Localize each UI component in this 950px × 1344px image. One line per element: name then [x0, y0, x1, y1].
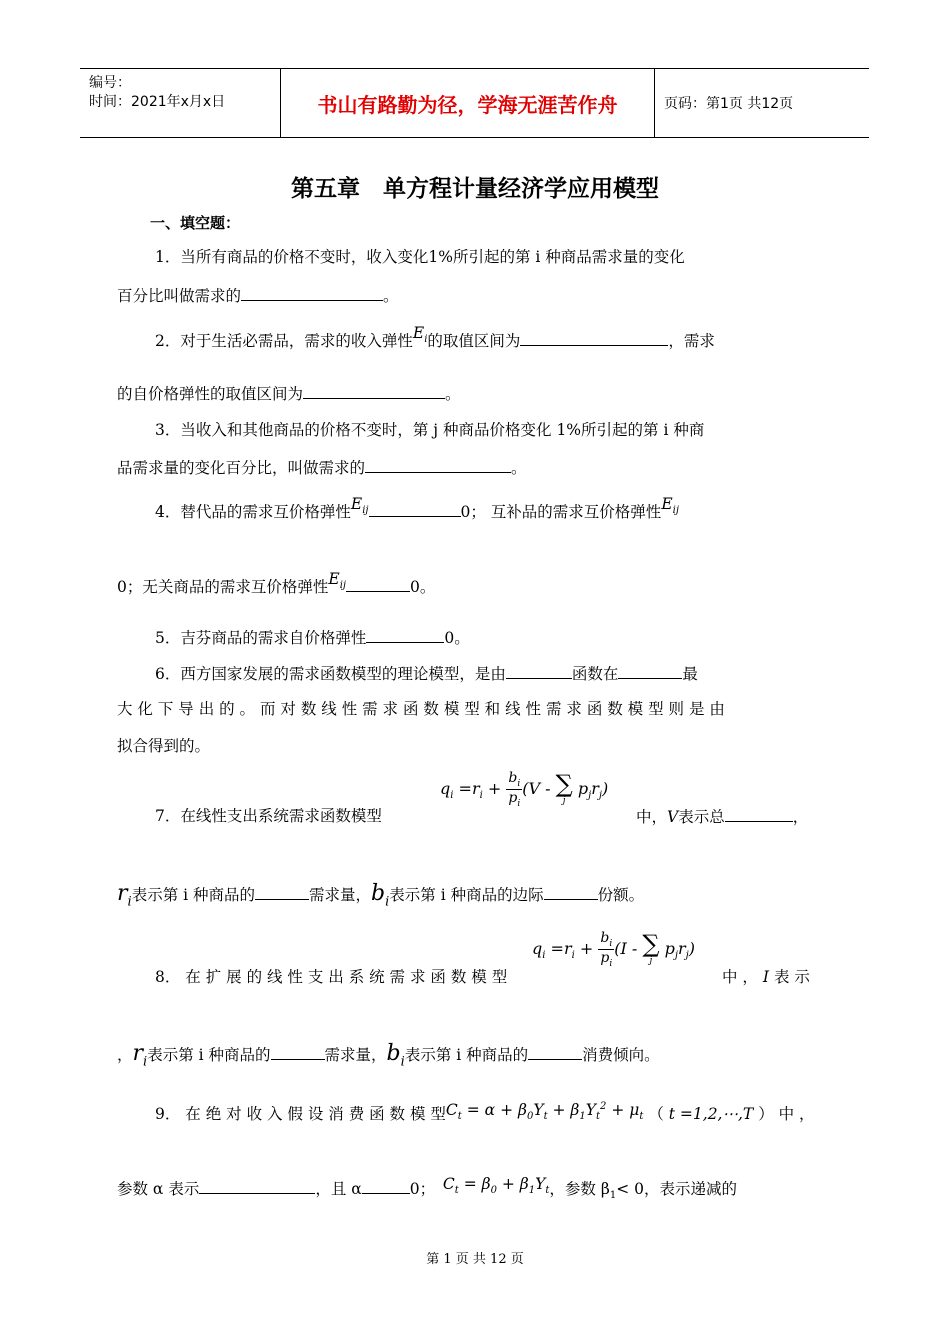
- i-symbol: I: [762, 968, 769, 986]
- q1-text: 百分比叫做需求的: [117, 287, 242, 305]
- q6-blank-1: [506, 663, 572, 679]
- bi-symbol-2: $b_i$: [386, 1041, 405, 1070]
- consumption-formula: $C_t = \alpha + \beta_0Y_t + \beta_1Y_t^2 + \mu_t$: [445, 1101, 644, 1123]
- q1-blank: [241, 285, 383, 301]
- q6-blank-2: [618, 663, 682, 679]
- code-label: 编号：: [89, 75, 131, 91]
- q3-text: 品需求量的变化百分比，叫做需求的: [117, 459, 366, 477]
- ri-symbol-2: $r_i$: [132, 1041, 148, 1070]
- section-heading: 一、填空题：: [150, 214, 241, 232]
- q6-line3: 拟合得到的。: [117, 737, 211, 755]
- q9-text-f: 0；: [409, 1180, 428, 1198]
- q6-text-a: 6．西方国家发展的需求函数模型的理论模型，是由: [155, 665, 506, 683]
- q7-text-c: 表示总: [678, 808, 725, 826]
- q9-text-h: < 0，表示递减的: [616, 1180, 737, 1198]
- t-range: t =1,2,⋯,T: [668, 1105, 754, 1124]
- q2-text-a: 2．对于生活必需品，需求的收入弹性: [155, 332, 413, 350]
- q9-text-c: ） 中 ，: [758, 1105, 815, 1124]
- q9-text-g: ，参数 β: [549, 1180, 610, 1198]
- q9-text-d: 参数 α 表示: [117, 1180, 200, 1198]
- q2-end: 。: [445, 385, 461, 403]
- time-label: 时间：2021年x月x日: [89, 94, 226, 110]
- q4-text-a: 4．替代品的需求互价格弹性: [155, 503, 351, 521]
- beta-subscript: 1: [609, 1190, 617, 1202]
- q8-text-d: ，: [117, 1046, 133, 1064]
- page-footer: 第 1 页 共 12 页: [426, 1252, 524, 1267]
- q2-text-d: 的自价格弹性的取值区间为: [117, 385, 304, 403]
- q4-blank-3: [346, 576, 410, 592]
- q9-blank-1: [199, 1178, 315, 1194]
- elf-formula: $q_i =r_i$ + $\frac{b_i}{p_i}$ (I - ∑ j $p_jr_j$): [532, 930, 695, 969]
- cross-elasticity-symbol-2: $E_{ij}$: [661, 495, 679, 517]
- q7-text-h: 份额。: [597, 886, 645, 904]
- q8-blank-1: [271, 1044, 325, 1060]
- q4-line2: [117, 570, 436, 604]
- q4-blank-1: [369, 501, 461, 517]
- q5-end: 0。: [444, 629, 470, 647]
- page-info: 页码：第1页 共12页: [664, 96, 794, 112]
- bi-symbol: $b_i$: [371, 881, 390, 910]
- q7-blank-3: [544, 884, 598, 900]
- q8-line1-tail: [722, 967, 810, 987]
- linear-consumption-formula: $C_t = \beta_0 + \beta_1Y_t$: [442, 1175, 550, 1197]
- q4-text-c: 0；无关商品的需求互价格弹性: [117, 578, 329, 596]
- q8-line2: [117, 1041, 660, 1072]
- q3-line2: [117, 457, 527, 478]
- q2-text-b: 的取值区间为: [427, 332, 521, 350]
- header-meta: [80, 69, 280, 137]
- q3-end: 。: [511, 459, 527, 477]
- elasticity-symbol: $E_i$: [412, 324, 428, 346]
- q9-text-b: （: [648, 1105, 664, 1124]
- q1-line1: 1．当所有商品的价格不变时，收入变化1%所引起的第 i 种商品需求量的变化: [155, 248, 685, 266]
- q1-line2: [117, 285, 399, 306]
- q3-blank: [365, 457, 511, 473]
- q6-line1: [155, 663, 698, 684]
- les-formula: $q_i =r_i$ + $\frac{b_i}{p_i}$ (V - ∑ j $p_jr_j$): [440, 770, 609, 809]
- q6-text-b: 函数在: [571, 665, 619, 683]
- q4-end: 0。: [410, 578, 436, 596]
- q4-text-b: 0； 互补品的需求互价格弹性: [460, 503, 662, 521]
- q2-line2: [117, 383, 461, 404]
- cross-elasticity-symbol-1: $E_{ij}$: [350, 495, 369, 517]
- q7-text-a: 7．在线性支出系统需求函数模型: [155, 807, 382, 825]
- q8-text-h: 消费倾向。: [582, 1046, 660, 1064]
- q3-line1: 3．当收入和其他商品的价格不变时，第 j 种商品价格变化 1%所引起的第 i 种商: [155, 421, 705, 439]
- q4-line1: [155, 495, 679, 529]
- q2-blank-1: [520, 330, 668, 346]
- q7-text-e: 表示第 i 种商品的: [131, 886, 256, 904]
- q8-text-f: 需求量，: [324, 1046, 387, 1064]
- q5-blank: [366, 627, 444, 643]
- q7-text-f: 需求量，: [309, 886, 372, 904]
- sum-sign: ∑ j: [555, 770, 573, 807]
- fraction-bi-pi-2: $\frac{b_i}{p_i}$: [600, 930, 613, 969]
- page-header: [80, 68, 869, 138]
- q9-text-a: 9． 在 绝 对 收 入 假 设 消 费 函 数 模 型: [155, 1105, 446, 1124]
- chapter-title: 第五章 单方程计量经济学应用模型: [291, 176, 659, 202]
- q2-blank-2: [303, 383, 445, 399]
- fraction-bi-pi: $\frac{b_i}{p_i}$: [508, 770, 521, 809]
- sum-sign-2: ∑ j: [642, 930, 660, 967]
- q8-text-b: 中 ，: [722, 968, 758, 986]
- q9-blank-2: [362, 1178, 410, 1194]
- cross-elasticity-symbol-3: $E_{ij}$: [328, 570, 347, 592]
- q9-text-e: ，且 α: [315, 1180, 362, 1198]
- q7-blank-2: [255, 884, 309, 900]
- q7-text-d: ，: [792, 808, 809, 826]
- q8-text-a: 8． 在 扩 展 的 线 性 支 出 系 统 需 求 函 数 模 型: [155, 968, 508, 986]
- q8-text-c: 表 示: [773, 968, 810, 986]
- q8-text-g: 表示第 i 种商品的: [404, 1046, 529, 1064]
- ri-symbol: $r_i$: [117, 881, 132, 910]
- motto: 书山有路勤为径，学海无涯苦作舟: [280, 69, 655, 137]
- q8-text-e: 表示第 i 种商品的: [147, 1046, 271, 1064]
- q9-line2: [117, 1175, 737, 1206]
- q6-line2: 大 化 下 导 出 的 。 而 对 数 线 性 需 求 函 数 模 型 和 线 性 需 求 函 数 模 型 则 是 由: [117, 700, 725, 718]
- q7-line2: [117, 881, 645, 912]
- q6-text-c: 最: [682, 665, 698, 683]
- q5-text: 5．吉芬商品的需求自价格弹性: [155, 629, 367, 647]
- q1-end: 。: [383, 287, 399, 305]
- q7-blank-1: [725, 806, 793, 822]
- q5-line1: [155, 627, 470, 648]
- q2-text-c: ，需求: [668, 332, 715, 350]
- v-symbol: V: [667, 808, 679, 826]
- q7-line1-tail: [636, 806, 808, 827]
- q2-line1: [155, 324, 715, 358]
- q9-line1: [155, 1101, 815, 1131]
- q7-text-g: 表示第 i 种商品的边际: [389, 886, 544, 904]
- q8-blank-2: [528, 1044, 582, 1060]
- q7-text-b: 中，: [636, 808, 668, 826]
